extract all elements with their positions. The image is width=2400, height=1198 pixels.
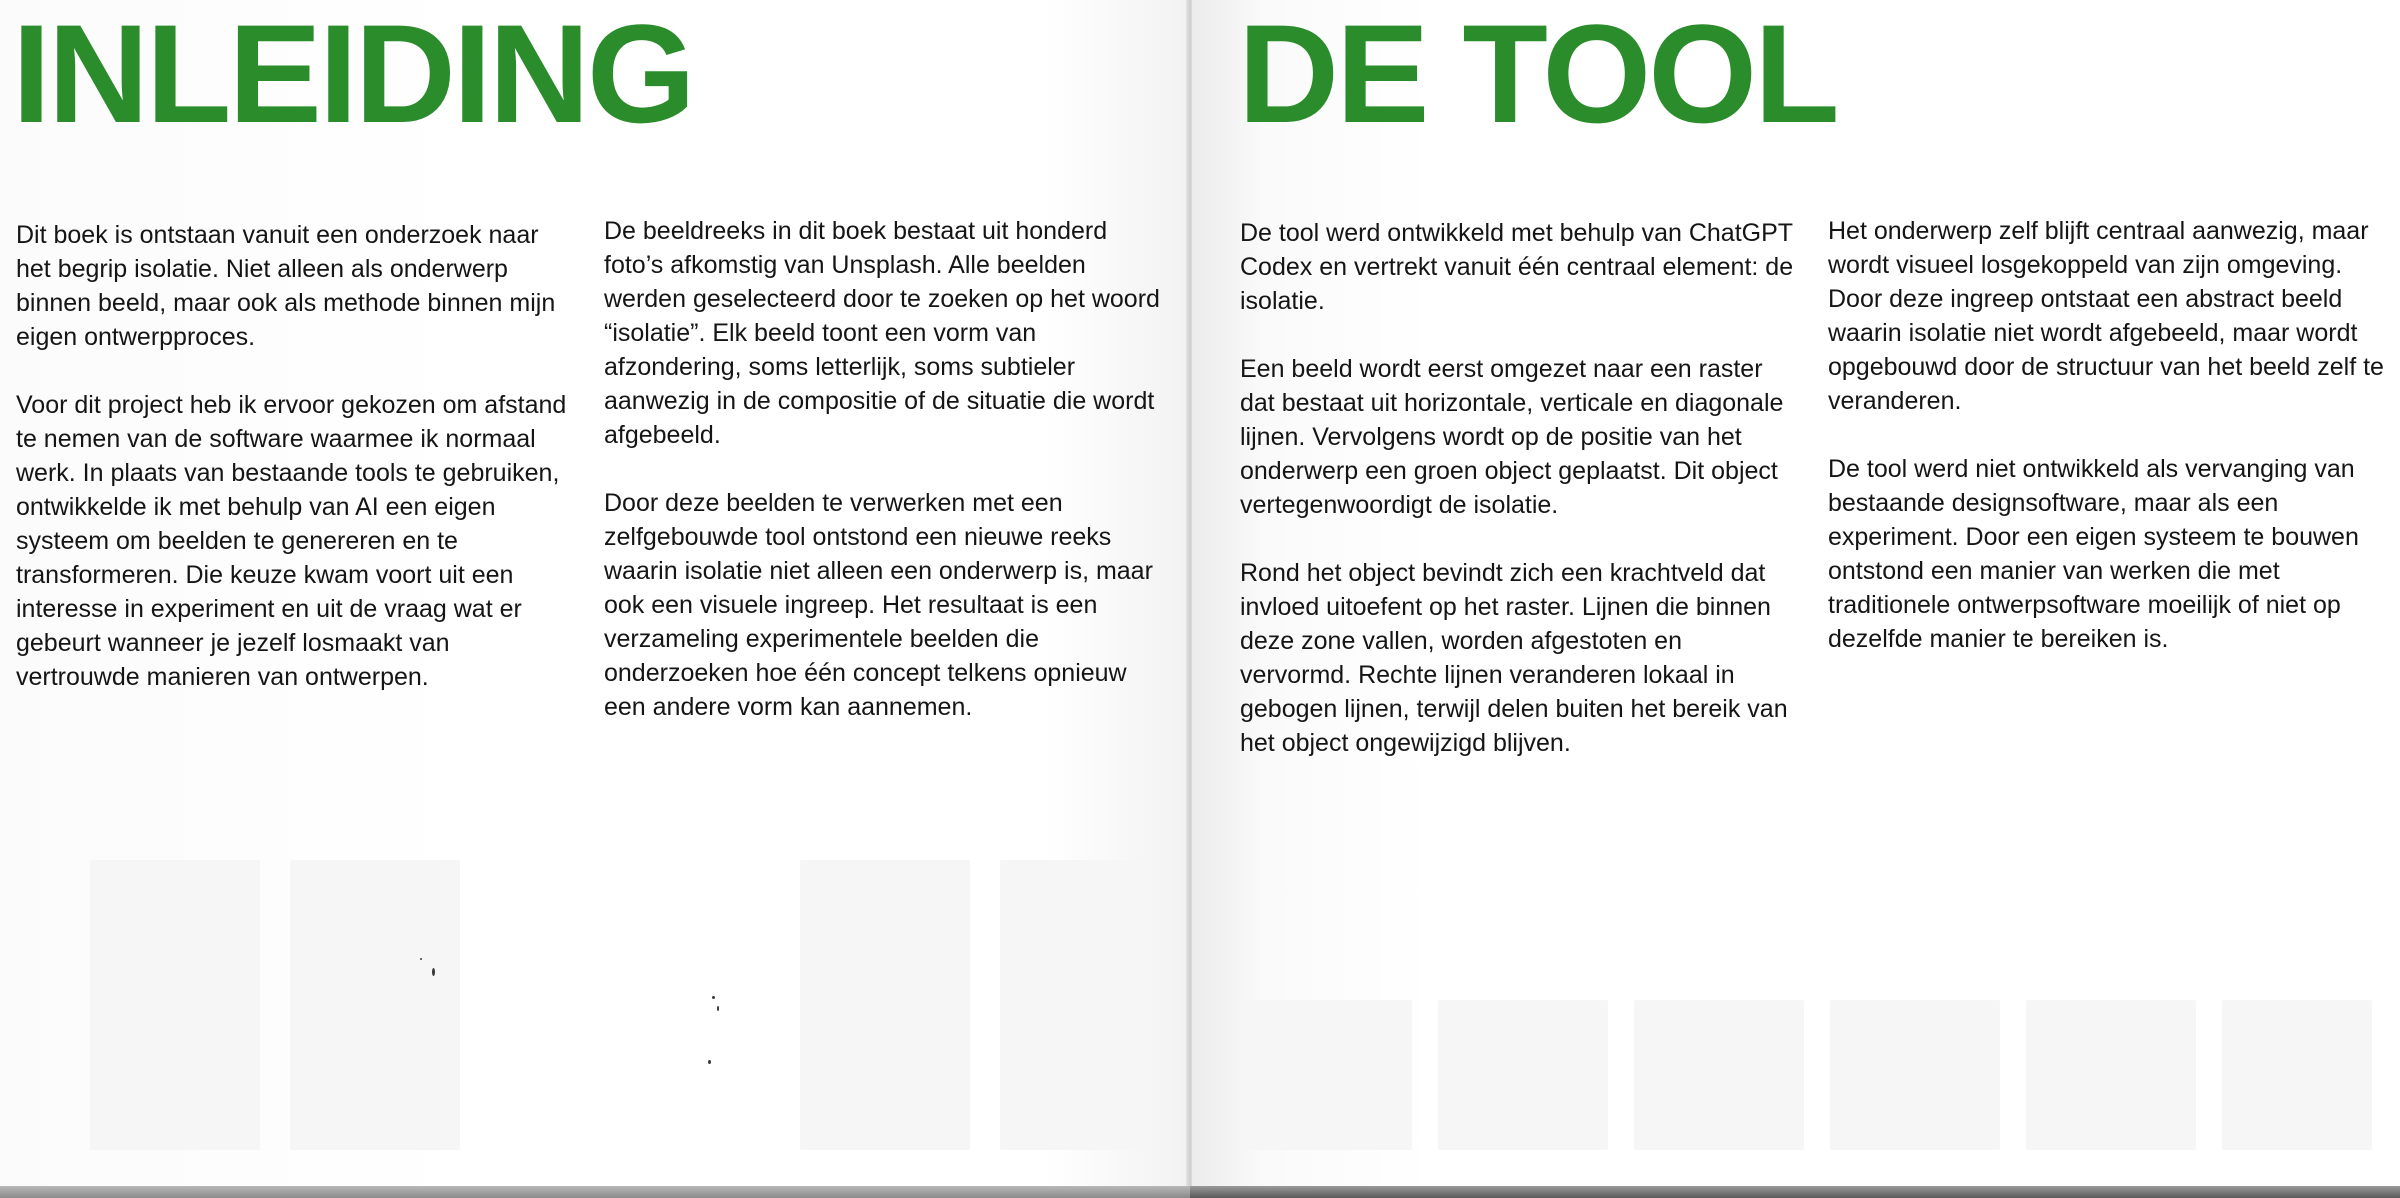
show-through-block — [1000, 860, 1150, 1150]
left-page — [0, 0, 1188, 1186]
paragraph: De beeldreeks in dit boek bestaat uit honderd foto’s afkomstig van Unsplash. Alle beelden werden geselecteerd door te zoeken op het woord “isolatie”. Elk beeld toont een vorm van afzondering, soms letterlijk, soms subtieler aanwezig in de compositie of de situatie die wordt afgebeeld. — [604, 217, 1160, 449]
page-title: DE TOOL — [1238, 0, 1837, 152]
paragraph: De tool werd ontwikkeld met behulp van ChatGPT Codex en vertrekt vanuit één centraal element: de isolatie. — [1240, 219, 1794, 315]
show-through-block — [1830, 1000, 2000, 1150]
text-column-2 — [604, 214, 1164, 724]
show-through-block — [1242, 1000, 1412, 1150]
show-through-block — [1438, 1000, 1608, 1150]
show-through-block — [800, 860, 970, 1150]
left-page-bottom-edge — [0, 1186, 1190, 1198]
page-title: INLEIDING — [12, 0, 693, 152]
paragraph: Dit boek is ontstaan vanuit een onderzoek naar het begrip isolatie. Niet alleen als onderwerp binnen beeld, maar ook als methode binnen mijn eigen ontwerpproces. — [16, 221, 556, 351]
text-column-1 — [16, 218, 576, 694]
text-column-2 — [1828, 214, 2388, 656]
dust-speck — [432, 968, 435, 976]
show-through-block — [2222, 1000, 2372, 1150]
dust-speck — [712, 996, 715, 999]
paragraph: Rond het object bevindt zich een krachtveld dat invloed uitoefent op het raster. Lijnen die binnen deze zone vallen, worden afgestoten en vervormd. Rechte lijnen veranderen lokaal in gebogen lijnen, terwijl delen buiten het bereik van het object ongewijzigd blijven. — [1240, 559, 1788, 757]
paragraph: Door deze beelden te verwerken met een zelfgebouwde tool ontstond een nieuwe reeks waarin isolatie niet alleen een onderwerp is, maar ook een visuele ingreep. Het resultaat is een verzameling experimentele beelden die onderzoeken hoe één concept telkens opnieuw een andere vorm kan aannemen. — [604, 489, 1153, 721]
text-column-1 — [1240, 216, 1800, 760]
paragraph: Het onderwerp zelf blijft centraal aanwezig, maar wordt visueel losgekoppeld van zijn omgeving. Door deze ingreep ontstaat een abstract beeld waarin isolatie niet wordt afgebeeld, maar wordt opgebouwd door de structuur van het beeld zelf te veranderen. — [1828, 217, 2384, 415]
paragraph: De tool werd niet ontwikkeld als vervanging van bestaande designsoftware, maar als een experiment. Door een eigen systeem te bouwen ontstond een manier van werken die met traditionele ontwerpsoftware moeilijk of niet op dezelfde manier te bereiken is. — [1828, 455, 2359, 653]
show-through-block — [290, 860, 460, 1150]
show-through-block — [1634, 1000, 1804, 1150]
paragraph: Voor dit project heb ik ervoor gekozen om afstand te nemen van de software waarmee ik normaal werk. In plaats van bestaande tools te gebruiken, ontwikkelde ik met behulp van AI een eigen systeem om beelden te genereren en te transformeren. Die keuze kwam voort uit een interesse in experiment en uit de vraag wat er gebeurt wanneer je jezelf losmaakt van vertrouwde manieren van ontwerpen. — [16, 391, 567, 691]
dust-speck — [708, 1060, 711, 1064]
show-through-block — [2026, 1000, 2196, 1150]
paragraph: Een beeld wordt eerst omgezet naar een raster dat bestaat uit horizontale, verticale en diagonale lijnen. Vervolgens wordt op de positie van het onderwerp een groen object geplaatst. Dit object vertegenwoordigt de isolatie. — [1240, 355, 1784, 519]
show-through-block — [90, 860, 260, 1150]
right-page — [1192, 0, 2400, 1186]
dust-speck — [717, 1006, 719, 1011]
dust-speck — [420, 958, 422, 960]
